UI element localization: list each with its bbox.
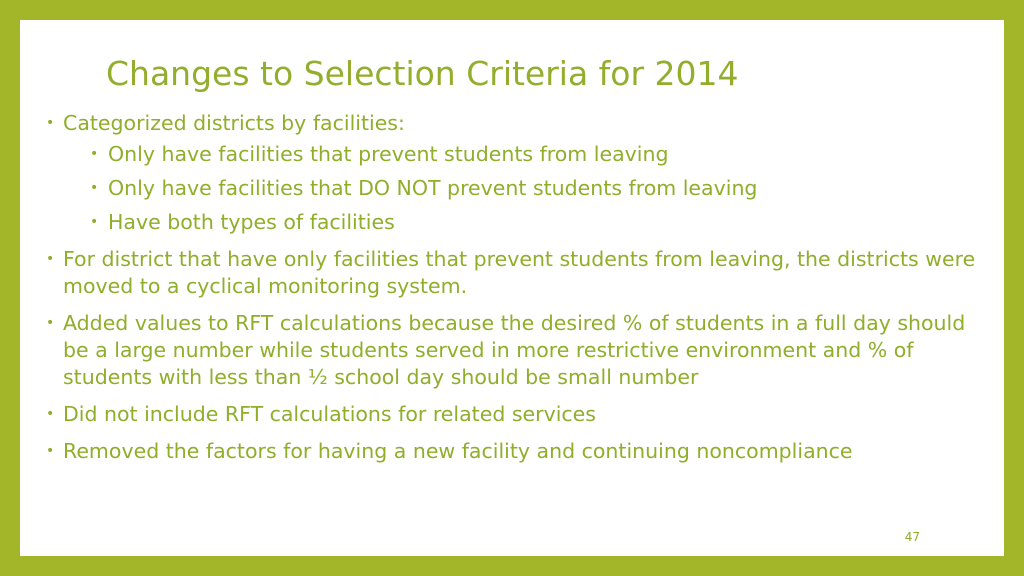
page-number: 47	[904, 530, 920, 544]
bullet-item-removed-factors	[44, 438, 994, 465]
bullet-list	[44, 110, 994, 475]
sub-bullet-item: • Only have facilities that DO NOT prevent students from leaving	[63, 175, 994, 202]
bullet-item-related-services	[44, 401, 994, 428]
sub-bullet-item: • Have both types of facilities	[63, 209, 994, 236]
bullet-text: • Categorized districts by facilities:	[63, 111, 405, 135]
bullet-text: • Removed the factors for having a new facility and continuing noncompliance	[63, 439, 853, 463]
slide	[20, 20, 1004, 556]
bullet-text: • For district that have only facilities that prevent students from leaving, the districts were moved to a cyclical monitoring system.	[63, 247, 976, 298]
bullet-item-categorized	[44, 110, 994, 236]
sub-bullet-item: • Only have facilities that prevent students from leaving	[63, 141, 994, 168]
bullet-text: • Did not include RFT calculations for related services	[63, 402, 596, 426]
sub-bullet-list	[63, 141, 994, 236]
bullet-item-cyclical-monitoring	[44, 246, 994, 300]
bullet-text: • Added values to RFT calculations because the desired % of students in a full day should be a large number while students served in more restrictive environment and % of students with less than ½ school day should be small number	[63, 311, 966, 389]
slide-title: Changes to Selection Criteria for 2014	[106, 54, 739, 93]
bullet-item-rft-values	[44, 310, 994, 391]
